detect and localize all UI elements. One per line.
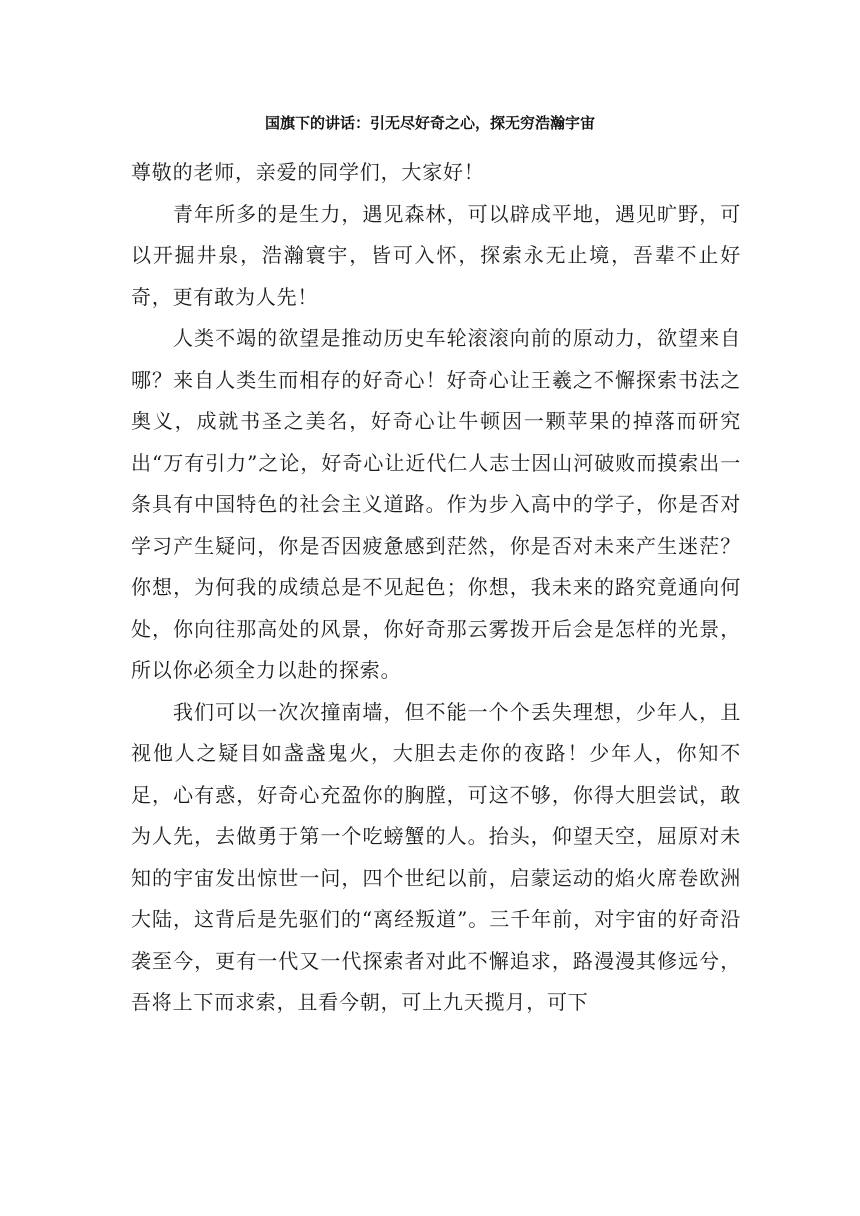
body-paragraph-1: 青年所多的是生力，遇见森林，可以辟成平地，遇见旷野，可以开掘井泉，浩瀚寰宇，皆可入怀，探索永无止境，吾辈不止好奇，更有敢为人先！ — [131, 201, 741, 309]
greeting-paragraph: 尊敬的老师，亲爱的同学们，大家好！ — [131, 160, 485, 184]
body-paragraph-2: 人类不竭的欲望是推动历史车轮滚滚向前的原动力，欲望来自哪？来自人类生而相存的好奇心！好奇心让王羲之不懈探索书法之奥义，成就书圣之美名，好奇心让牛顿因一颗苹果的掉落而研究出“万有引力”之论，好奇心让近代仁人志士因山河破败而摸索出一条具有中国特色的社会主义道路。作为步入高中的学子，你是否对学习产生疑问，你是否因疲惫感到茫然，你是否对未来产生迷茫？你想，为何我的成绩总是不见起色；你想，我未来的路究竟通向何处，你向往那高处的风景，你好奇那云雾拨开后会是怎样的光景，所以你必须全力以赴的探索。 — [131, 326, 741, 682]
document-body — [131, 152, 741, 1024]
body-paragraph-3: 我们可以一次次撞南墙，但不能一个个丢失理想，少年人，且视他人之疑目如盏盏鬼火，大胆去走你的夜路！少年人，你知不足，心有惑，好奇心充盈你的胸膛，可这不够，你得大胆尝试，敢为人先，去做勇于第一个吃螃蟹的人。抬头，仰望天空，屈原对未知的宇宙发出惊世一问，四个世纪以前，启蒙运动的焰火席卷欧洲大陆，这背后是先驱们的“离经叛道”。三千年前，对宇宙的好奇沿袭至今，更有一代又一代探索者对此不懈追求，路漫漫其修远兮，吾将上下而求索，且看今朝，可上九天揽月，可下 — [131, 699, 741, 1014]
document-title: 国旗下的讲话：引无尽好奇之心，探无穷浩瀚宇宙 — [264, 114, 595, 132]
